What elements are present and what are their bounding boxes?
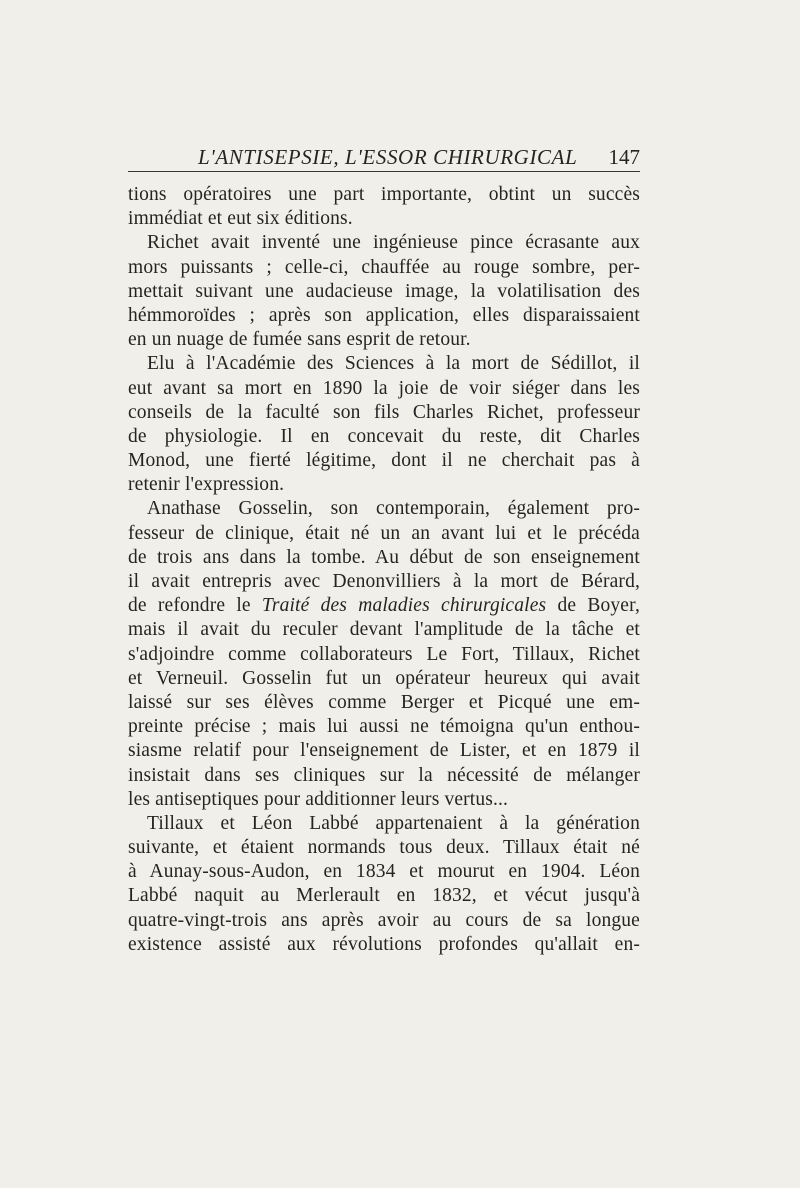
text-line: Labbé naquit au Merlerault en 1832, et vécut jusqu'à	[128, 885, 640, 907]
text-line: mettait suivant une audacieuse image, la volatilisation des	[128, 280, 640, 302]
text-line: retenir l'expression.	[128, 474, 285, 496]
text-line: tions opératoires une part importante, obtint un succès	[128, 184, 640, 205]
running-head	[128, 141, 640, 172]
text-line: s'adjoindre comme collaborateurs Le Fort, Tillaux, Richet	[128, 643, 640, 665]
text-line: mors puissants ; celle-ci, chauffée au rouge sombre, per-	[128, 256, 640, 278]
text-line: Monod, une fierté légitime, dont il ne cherchait pas à	[128, 450, 640, 472]
text-line: en un nuage de fumée sans esprit de retour.	[128, 329, 471, 351]
text-line: Elu à l'Académie des Sciences à la mort de Sédillot, il	[147, 353, 640, 375]
text-line: les antiseptiques pour additionner leurs vertus...	[128, 788, 509, 810]
text-line: conseils de la faculté son fils Charles Richet, professeur	[128, 401, 640, 423]
text-line: il avait entrepris avec Denonvilliers à la mort de Bérard,	[128, 571, 640, 592]
text-line: à Aunay-sous-Audon, en 1834 et mourut en 1904. Léon	[128, 861, 640, 883]
text-segment: de Boyer,	[546, 595, 640, 617]
text-line: Richet avait inventé une ingénieuse pince écrasante aux	[147, 232, 640, 254]
text-line: hémmoroïdes ; après son application, elles disparaissaient	[128, 304, 640, 326]
text-segment: de refondre le	[128, 595, 262, 617]
text-line-with-title	[128, 594, 640, 618]
text-line: mais il avait du reculer devant l'amplitude de la tâche et	[128, 619, 640, 641]
text-line: fesseur de clinique, était né un an avant lui et le précéda	[128, 522, 640, 544]
text-line: quatre-vingt-trois ans après avoir au cours de sa longue	[128, 909, 640, 931]
text-line: suivante, et étaient normands tous deux. Tillaux était né	[128, 837, 640, 859]
text-line: insistait dans ses cliniques sur la nécessité de mélanger	[128, 764, 640, 786]
text-line: preinte précise ; mais lui aussi ne témoigna qu'un enthou-	[128, 716, 640, 738]
running-title: L'ANTISEPSIE, L'ESSOR CHIRURGICAL	[198, 145, 578, 169]
body-text	[128, 183, 640, 957]
page-number: 147	[608, 145, 640, 169]
text-line: existence assisté aux révolutions profondes qu'allait en-	[128, 933, 640, 955]
book-title: Traité des maladies chirurgicales	[261, 595, 547, 617]
text-line: laissé sur ses élèves comme Berger et Picqué une em-	[128, 691, 640, 713]
text-line: immédiat et eut six éditions.	[128, 208, 353, 230]
text-line: Tillaux et Léon Labbé appartenaient à la génération	[147, 812, 640, 834]
text-line: siasme relatif pour l'enseignement de Lister, et en 1879 il	[128, 740, 640, 762]
text-line: eut avant sa mort en 1890 la joie de voir siéger dans les	[128, 377, 640, 399]
text-line: et Verneuil. Gosselin fut un opérateur heureux qui avait	[128, 667, 640, 689]
text-line: Anathase Gosselin, son contemporain, également pro-	[147, 498, 640, 520]
text-line: de physiologie. Il en concevait du reste, dit Charles	[128, 425, 640, 447]
text-line: de trois ans dans la tombe. Au début de son enseignement	[128, 546, 640, 568]
